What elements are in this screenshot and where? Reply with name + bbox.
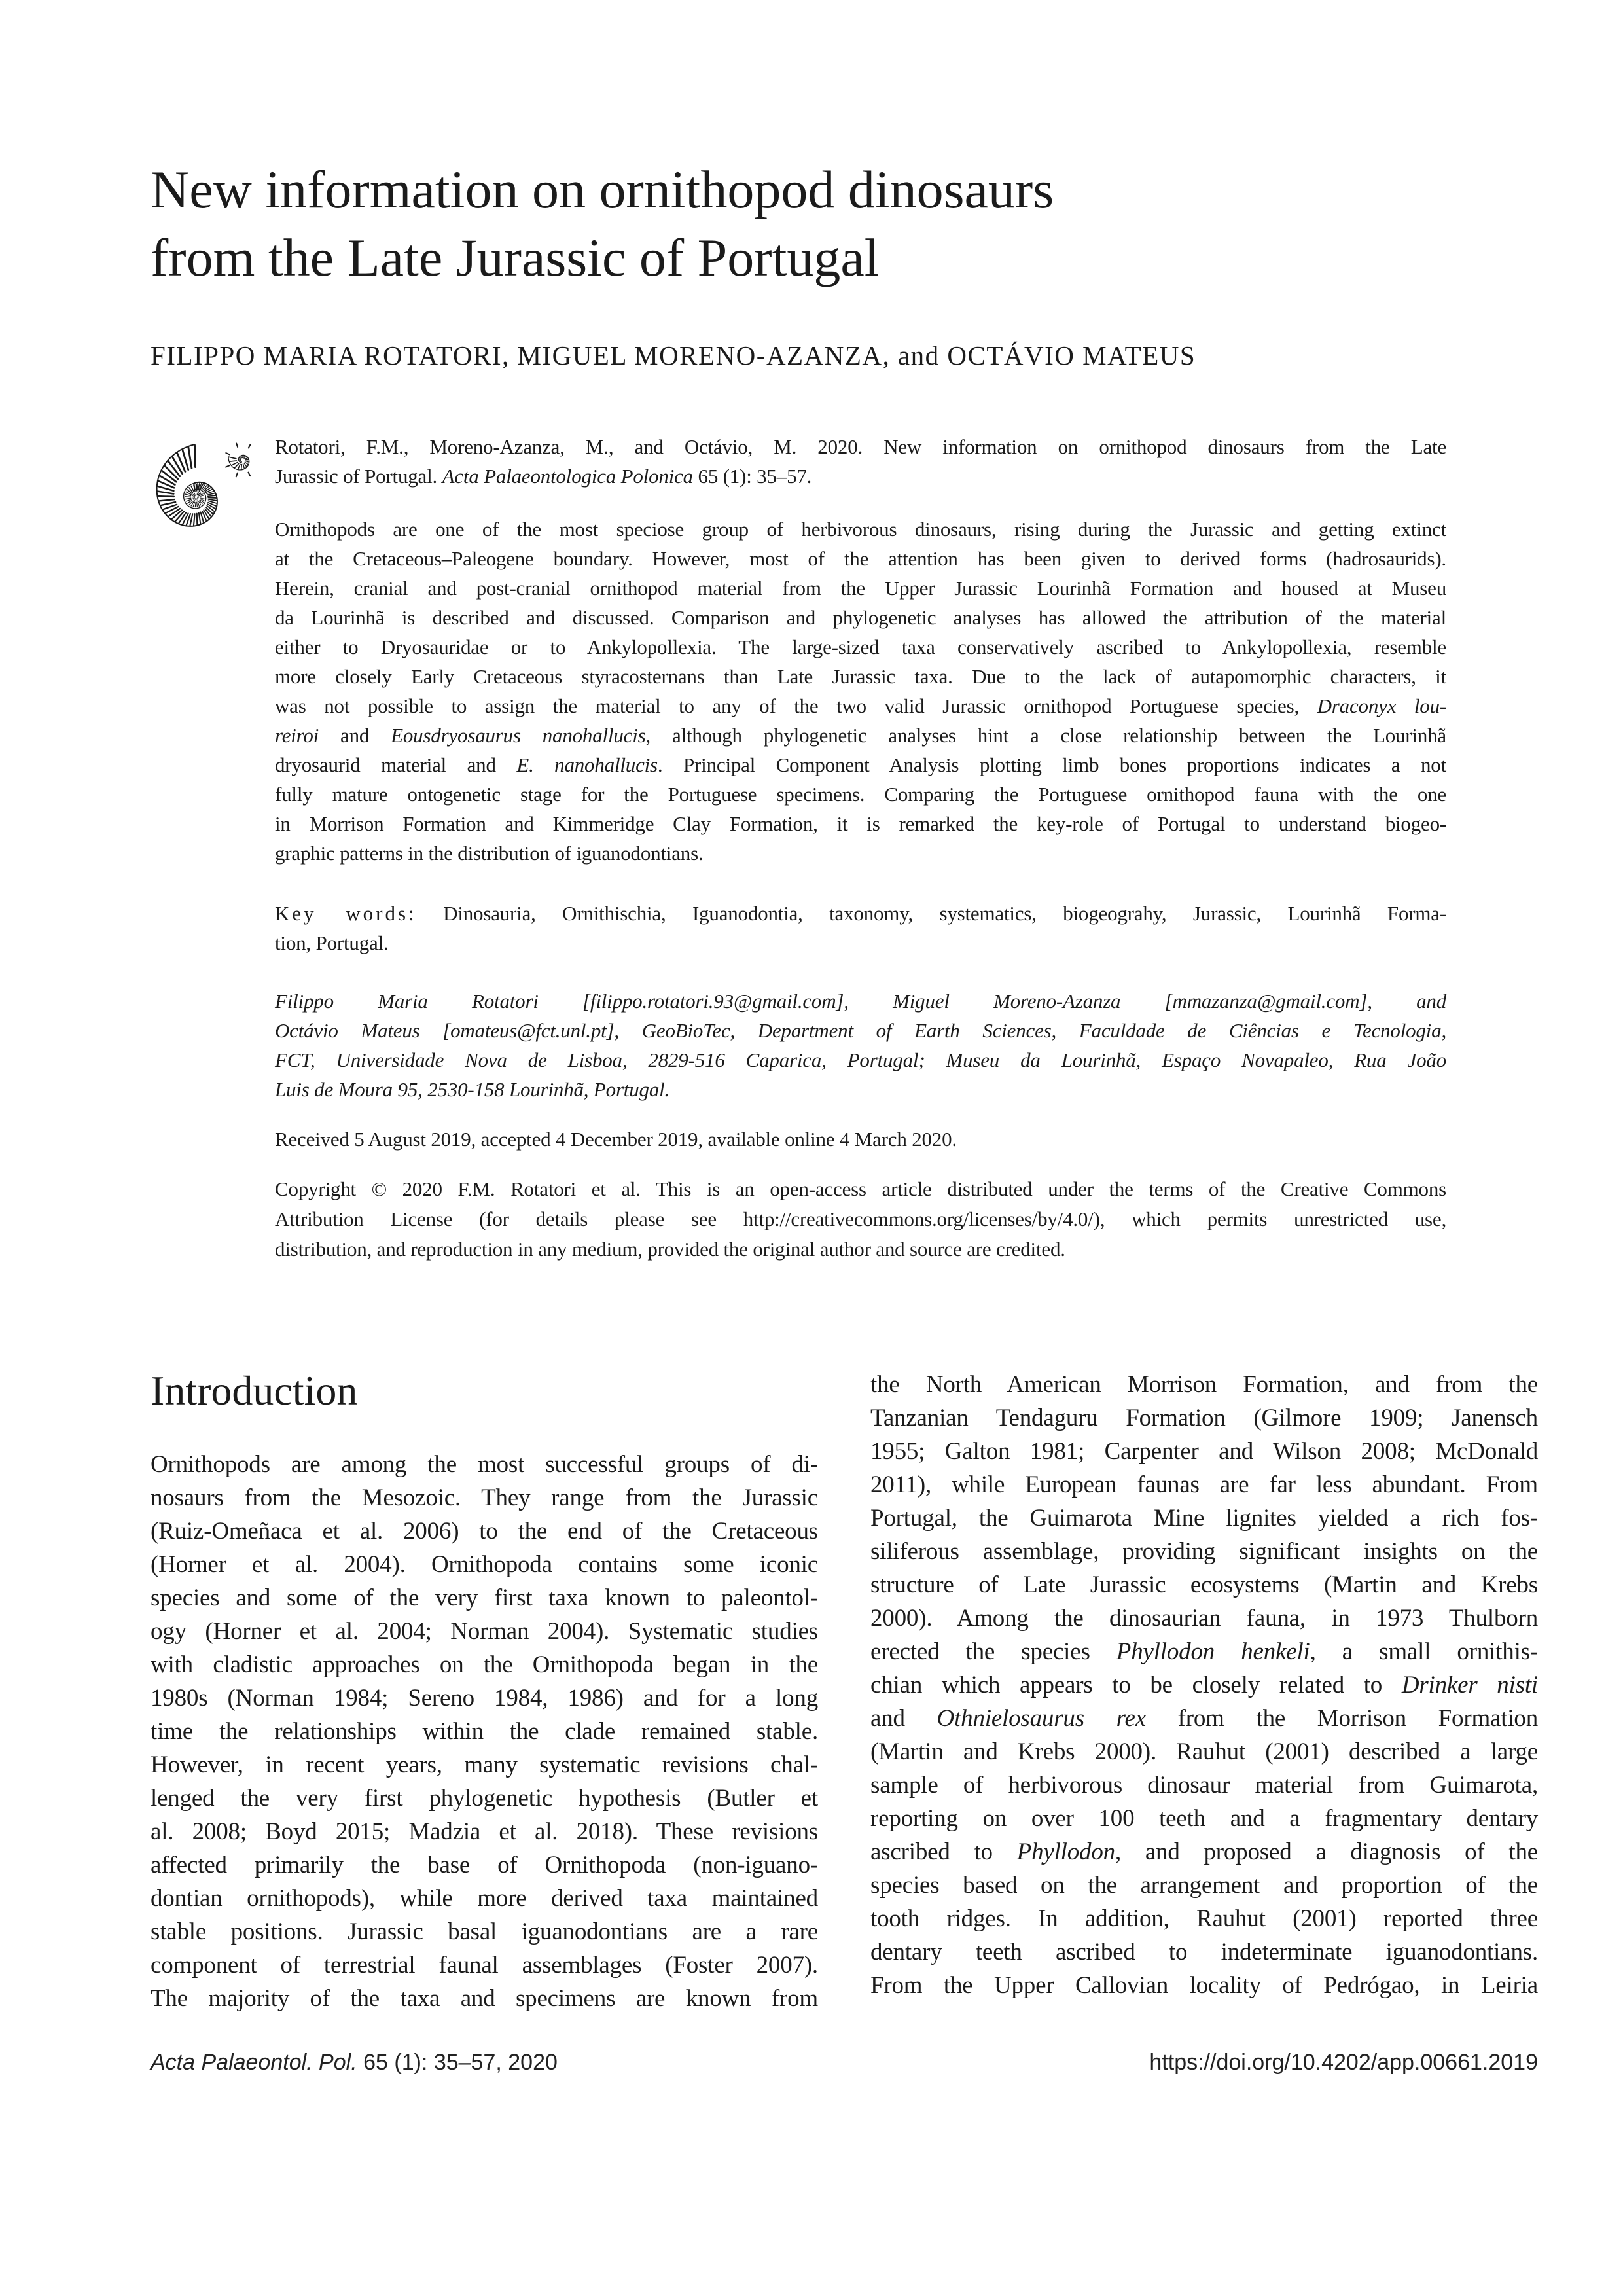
received-dates-line — [275, 1124, 1446, 1154]
text-line: Received 5 August 2019, accepted 4 December 2019, available online 4 March 2020. — [275, 1128, 957, 1151]
text-line: (Horner et al. 2004). Ornithopoda contains some iconic — [151, 1551, 818, 1578]
text-line: (Ruiz-Omeñaca et al. 2006) to the end of the Cretaceous — [151, 1518, 818, 1545]
text-line: al. 2008; Boyd 2015; Madzia et al. 2018). These revisions — [151, 1818, 818, 1845]
text-line: and Othnielosaurus rex from the Morrison Formation — [870, 1705, 1539, 1732]
text-line: nosaurs from the Mesozoic. They range from the Jurassic — [151, 1484, 818, 1511]
text-line: (Martin and Krebs 2000). Rauhut (2001) described a large — [870, 1738, 1538, 1765]
text-line: either to Dryosauridae or to Ankylopollexia. The large-sized taxa conservatively ascribed to Ankylopollexia, resemble — [275, 636, 1446, 658]
text-line: dentary teeth ascribed to indeterminate iguanodontians. — [870, 1939, 1538, 1965]
text-line: siliferous assemblage, providing significant insights on the — [870, 1538, 1538, 1565]
text-line: Tanzanian Tendaguru Formation (Gilmore 1909; Janensch — [870, 1405, 1538, 1431]
footer-doi-link: https://doi.org/10.4202/app.00661.2019 — [1149, 2050, 1538, 2075]
page-footer — [151, 2050, 1538, 2075]
footer-journal-reference: Acta Palaeontol. Pol. 65 (1): 35–57, 2020 — [151, 2050, 558, 2075]
intro-column-left — [151, 1448, 818, 2015]
text-line: time the relationships within the clade remained stable. — [151, 1718, 818, 1745]
text-line: Jurassic of Portugal. Acta Palaeontologica Polonica 65 (1): 35–57. — [275, 465, 812, 488]
text-line: stable positions. Jurassic basal iguanodontians are a rare — [151, 1918, 818, 1945]
text-line: 1980s (Norman 1984; Sereno 1984, 1986) and for a long — [151, 1685, 818, 1712]
text-line: Portugal, the Guimarota Mine lignites yielded a rich fos- — [870, 1505, 1538, 1532]
intro-column-right — [870, 1368, 1538, 2002]
text-line: affected primarily the base of Ornithopoda (non-iguano- — [151, 1852, 818, 1878]
text-line: chian which appears to be closely related to Drinker nisti — [870, 1672, 1539, 1698]
text-line: the North American Morrison Formation, and from the — [870, 1371, 1538, 1398]
text-line: Rotatori, F.M., Moreno-Azanza, M., and Octávio, M. 2020. New information on ornithopod dinosaurs from the Late — [275, 435, 1446, 458]
text-line: was not possible to assign the material to any of the two valid Jurassic ornithopod Portuguese species, Draconyx lou- — [275, 694, 1446, 717]
text-line: with cladistic approaches on the Ornithopoda began in the — [151, 1651, 818, 1678]
title-line-2: from the Late Jurassic of Portugal — [151, 228, 880, 287]
authors-line: FILIPPO MARIA ROTATORI, MIGUEL MORENO-AZANZA, and OCTÁVIO MATEUS — [151, 340, 1196, 370]
text-line: FCT, Universidade Nova de Lisboa, 2829-516 Caparica, Portugal; Museu da Lourinhã, Espaço Novapaleo, Rua João — [275, 1049, 1446, 1071]
text-line: at the Cretaceous–Paleogene boundary. However, most of the attention has been given to derived forms (hadrosaurids). — [275, 547, 1446, 570]
text-line: reporting on over 100 teeth and a fragmentary dentary — [870, 1805, 1538, 1832]
text-line: graphic patterns in the distribution of iguanodontians. — [275, 842, 704, 865]
page-title — [151, 156, 1538, 292]
text-line: Ornithopods are among the most successful groups of di- — [151, 1451, 818, 1478]
text-line: tion, Portugal. — [275, 931, 389, 954]
text-line: Herein, cranial and post-cranial ornithopod material from the Upper Jurassic Lourinhã Formation and housed at Museu — [275, 577, 1446, 600]
text-line: erected the species Phyllodon henkeli, a small ornithis- — [870, 1638, 1538, 1665]
text-line: From the Upper Callovian locality of Pedrógao, in Leiria — [870, 1972, 1538, 1999]
text-line: distribution, and reproduction in any medium, provided the original author and source are credited. — [275, 1238, 1065, 1261]
section-heading-introduction: Introduction — [151, 1367, 358, 1414]
text-line: 2011), while European faunas are far less abundant. From — [870, 1471, 1538, 1498]
text-line: structure of Late Jurassic ecosystems (Martin and Krebs — [870, 1571, 1538, 1598]
copyright-paragraph — [275, 1174, 1446, 1265]
text-line: dryosaurid material and E. nanohallucis. Principal Component Analysis plotting limb bones proportions indicates a not — [275, 753, 1446, 776]
text-line: ogy (Horner et al. 2004; Norman 2004). Systematic studies — [151, 1618, 818, 1645]
text-line: species based on the arrangement and proportion of the — [870, 1872, 1538, 1899]
text-line: Attribution License (for details please see http://creativecommons.org/licenses/by/4.0/), which permits unrestricted use, — [275, 1208, 1446, 1230]
text-line: Octávio Mateus [omateus@fct.unl.pt], GeoBioTec, Department of Earth Sciences, Faculdade de Ciências e Tecnologia, — [275, 1019, 1446, 1042]
text-line: Filippo Maria Rotatori [filippo.rotatori.93@gmail.com], Miguel Moreno-Azanza [mmazanza@gmail.com], and — [275, 990, 1446, 1013]
text-line: dontian ornithopods), while more derived taxa maintained — [151, 1885, 818, 1912]
text-line: lenged the very first phylogenetic hypothesis (Butler et — [151, 1785, 818, 1812]
text-line: component of terrestrial faunal assemblages (Foster 2007). — [151, 1952, 818, 1979]
text-line: more closely Early Cretaceous styracosternans than Late Jurassic taxa. Due to the lack of autapomorphic characters, it — [275, 665, 1446, 688]
author-addresses-paragraph — [275, 986, 1446, 1104]
text-line: 2000). Among the dinosaurian fauna, in 1973 Thulborn — [870, 1605, 1538, 1632]
citation-paragraph — [275, 432, 1446, 491]
text-line: The majority of the taxa and specimens are known from — [151, 1985, 818, 2012]
text-line: species and some of the very first taxa known to paleontol- — [151, 1585, 818, 1611]
title-line-1: New information on ornithopod dinosaurs — [151, 160, 1054, 219]
keywords-paragraph — [275, 899, 1446, 958]
text-line: da Lourinhã is described and discussed. Comparison and phylogenetic analyses has allowed the attribution of the material — [275, 606, 1446, 629]
text-line: Ornithopods are one of the most speciose group of herbivorous dinosaurs, rising during the Jurassic and getting extinct — [275, 518, 1446, 541]
text-line: reiroi and Eousdryosaurus nanohallucis, although phylogenetic analyses hint a close relationship between the Lourinhã — [275, 724, 1446, 747]
header-block — [275, 432, 1446, 1265]
text-line: However, in recent years, many systematic revisions chal- — [151, 1751, 818, 1778]
text-line: sample of herbivorous dinosaur material from Guimarota, — [870, 1772, 1538, 1799]
journal-ammonite-icon — [145, 424, 263, 594]
text-line: 1955; Galton 1981; Carpenter and Wilson 2008; McDonald — [870, 1438, 1538, 1465]
text-line: Copyright © 2020 F.M. Rotatori et al. This is an open-access article distributed under the terms of the Creative Commons — [275, 1177, 1446, 1200]
abstract-paragraph — [275, 514, 1446, 868]
text-line: ascribed to Phyllodon, and proposed a diagnosis of the — [870, 1839, 1538, 1865]
text-line: in Morrison Formation and Kimmeridge Clay Formation, it is remarked the key-role of Portugal to understand biogeo- — [275, 812, 1446, 835]
text-line: fully mature ontogenetic stage for the Portuguese specimens. Comparing the Portuguese ornithopod fauna with the one — [275, 783, 1446, 806]
text-line: Key words: Dinosauria, Ornithischia, Iguanodontia, taxonomy, systematics, biogeograhy, Jurassic, Lourinhã Forma- — [275, 902, 1446, 925]
text-line: Luis de Moura 95, 2530-158 Lourinhã, Portugal. — [275, 1078, 670, 1101]
text-line: tooth ridges. In addition, Rauhut (2001) reported three — [870, 1905, 1538, 1932]
ammonite-fossil-icon — [145, 424, 263, 594]
